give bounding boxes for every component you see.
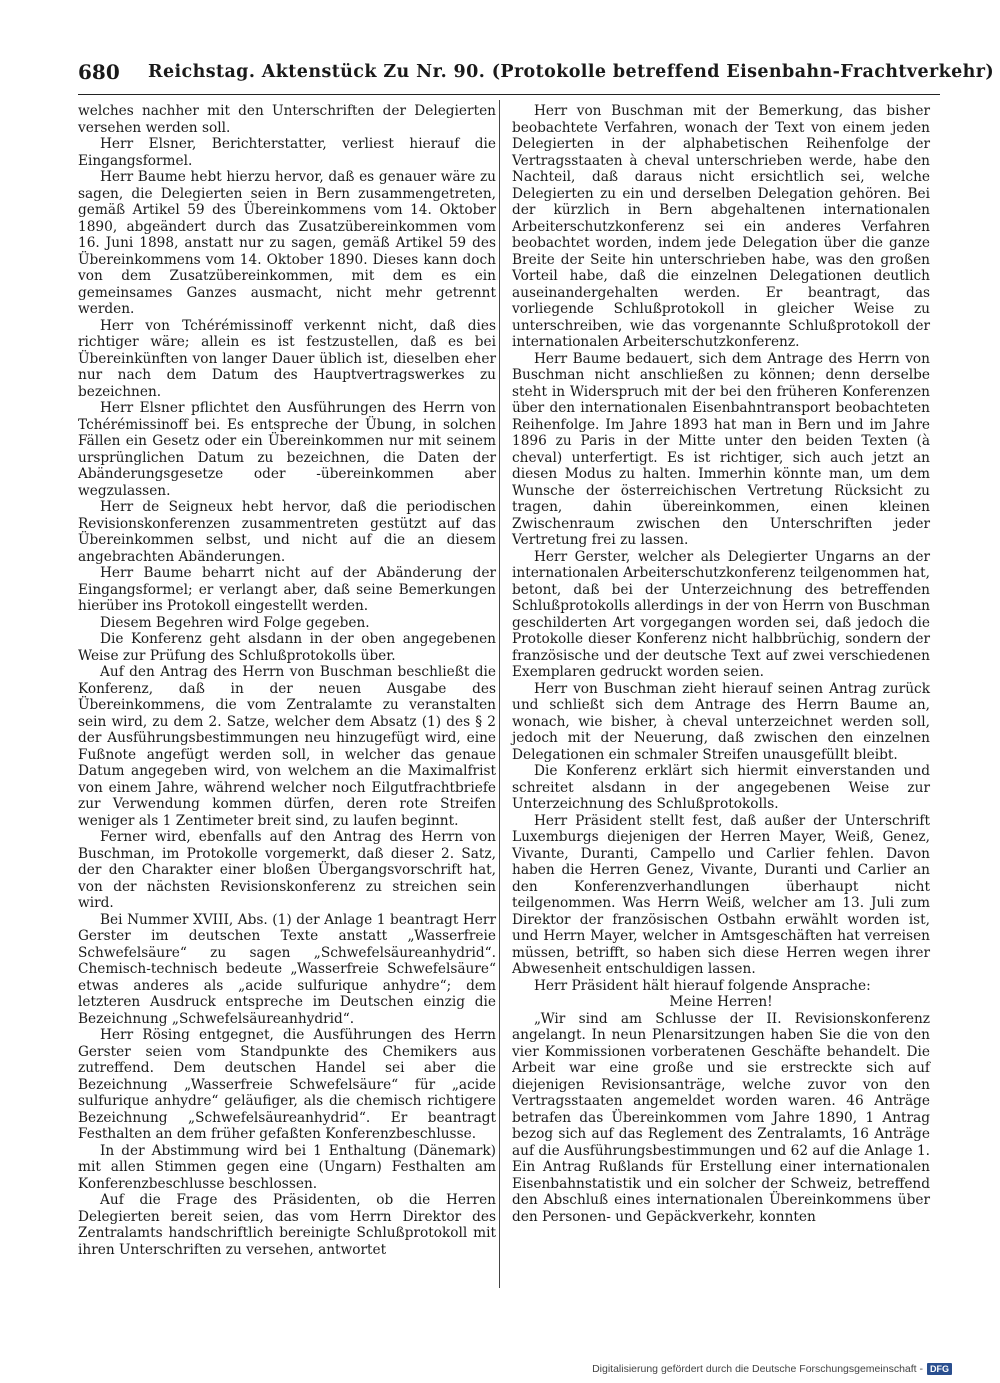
paragraph: welches nachher mit den Unterschriften der Delegierten versehen werden soll.: [78, 103, 496, 136]
paragraph: „Wir sind am Schlusse der II. Revisionskonferenz angelangt. In neun Plenarsitzungen haben Sie die von den vier Kommissionen vorberatenen Geschäfte behandelt. Die Arbeit war eine große und sie erstreckte sich auf diejenigen Revisionsanträge, welche zuvor von den Vertragsstaaten angemeldet worden waren. 46 Anträge betrafen das Übereinkommen vom Jahre 1890, 1 Antrag bezog sich auf das Reglement des Zentralamts, 16 Anträge auf die Ausführungsbestimmungen und 62 auf die Anlage 1. Ein Antrag Rußlands für Erstellung einer internationalen Eisenbahnstatistik und ein solcher der Schweiz, betreffend den Abschluß eines internationalen Übereinkommens über den Personen- und Gepäckverkehr, konnten: [512, 1010, 930, 1225]
paragraph: Auf die Frage des Präsidenten, ob die Herren Delegierten bereit seien, das vom Herrn Direktor des Zentralamts handschriftlich bereinigte Schlußprotokoll mit ihren Unterschriften zu versehen, antwortet: [78, 1192, 496, 1258]
paragraph: Herr Rösing entgegnet, die Ausführungen des Herrn Gerster seien vom Standpunkte des Chemikers aus zutreffend. Dem deutschen Handel sei aber die Bezeichnung „Wasserfreie Schwefelsäure“ für „acide sulfurique anhydre“ geläufiger, als die chemisch richtigere Bezeichnung „Schwefelsäureanhydrid“. Er beantragt Festhalten an dem früher gefaßten Konferenzbeschlusse.: [78, 1027, 496, 1142]
paragraph: Herr von Tchérémissinoff verkennt nicht, daß dies richtiger wäre; allein es ist festzustellen, daß es bei Übereinkünften von langer Dauer üblich ist, dieselben eher nur nach dem Datum des Hauptvertragswerkes zu bezeichnen.: [78, 317, 496, 400]
paragraph: Auf den Antrag des Herrn von Buschman beschließt die Konferenz, daß in der neuen Ausgabe des Übereinkommens, die vom Zentralamte zu veranstalten sein wird, zu dem 2. Satze, welcher dem Absatz (1) des § 2 der Ausführungsbestimmungen neu hinzugefügt wird, eine Fußnote angefügt werden soll, in welcher das genaue Datum angegeben wird, von welchem an die Maximalfrist von einem Jahre, während welcher noch Eilgutfrachtbriefe zur Verwendung kommen dürfen, deren rote Streifen weniger als 1 Zentimeter breit sind, zu laufen beginnt.: [78, 664, 496, 829]
paragraph: Herr Präsident stellt fest, daß außer der Unterschrift Luxemburgs diejenigen der Herren Mayer, Weiß, Genez, Vivante, Duranti, Campello und Carlier fehlen. Davon haben die Herren Genez, Vivante, Duranti und Carlier an den Konferenzverhandlungen überhaupt nicht teilgenommen. Was Herrn Weiß, welcher am 13. Juli zum Direktor der französischen Ostbahn erwählt worden ist, und Herrn Mayer, welcher in Amtsgeschäften hat verreisen müssen, betrifft, so haben sich diese Herren wegen ihrer Abwesenheit entschuldigen lassen.: [512, 812, 930, 977]
paragraph: Ferner wird, ebenfalls auf den Antrag des Herrn von Buschman, im Protokolle vorgemerkt, daß dieser 2. Satz, der den Charakter einer bloßen Übergangsvorschrift hat, von der nächsten Revisionskonferenz zu streichen sein wird.: [78, 829, 496, 911]
left-column: [78, 103, 496, 1258]
paragraph: Herr Baume hebt hierzu hervor, daß es genauer wäre zu sagen, die Delegierten seien in Bern zusammengetreten, gemäß Artikel 59 des Übereinkommens vom 14. Oktober 1890, abgeändert durch das Zusatzübereinkommen vom 16. Juni 1898, anstatt nur zu sagen, gemäß Artikel 59 des Übereinkommens vom 14. Oktober 1890. Dieses kann doch von dem Zusatzübereinkommen, mit dem es ein gemeinsames Ganzes ausmacht, nicht mehr getrennt werden.: [78, 169, 496, 317]
paragraph: Herr Elsner, Berichterstatter, verliest hierauf die Eingangsformel.: [78, 136, 496, 169]
paragraph: In der Abstimmung wird bei 1 Enthaltung (Dänemark) mit allen Stimmen gegen eine (Ungarn) Festhalten am Konferenzbeschlusse beschlossen.: [78, 1142, 496, 1192]
paragraph: Herr Baume beharrt nicht auf der Abänderung der Eingangsformel; er verlangt aber, daß seine Bemerkungen hierüber ins Protokoll eingestellt werden.: [78, 565, 496, 614]
page-number: 680: [78, 60, 120, 84]
paragraph: Die Konferenz erklärt sich hiermit einverstanden und schreitet alsdann in der angegebenen Weise zur Unterzeichnung des Schlußprotokolls.: [512, 763, 930, 812]
credit-text: Digitalisierung gefördert durch die Deutsche Forschungsgemeinschaft -: [592, 1363, 923, 1375]
paragraph: Herr Baume bedauert, sich dem Antrage des Herrn von Buschman nicht anschließen zu können; denn derselbe steht in Widerspruch mit der bei den früheren Konferenzen über den internationalen Eisenbahntransport beobachteten Reihenfolge. Im Jahre 1893 hat man in Bern und im Jahre 1896 zu Paris in der Mitte unter den beiden Texten (à cheval) unterfertigt. Es ist richtiger, sich auch jetzt an diesen Modus zu halten. Immerhin könnte man, um dem Wunsche der österreichischen Vertretung Rücksicht zu tragen, dahin übereinkommen, einen kleinen Zwischenraum zwischen den Unterschriften jeder Vertretung frei zu lassen.: [512, 350, 930, 548]
paragraph: Herr von Buschman zieht hierauf seinen Antrag zurück und schließt sich dem Antrage des Herrn Baume an, wonach, wie bisher, à cheval unterzeichnet werden soll, jedoch mit der Neuerung, daß zwischen den einzelnen Delegationen ein schmaler Streifen unausgefüllt bleibt.: [512, 680, 930, 763]
digitization-credit: [592, 1363, 952, 1375]
page-header: [78, 54, 995, 95]
right-column: [512, 103, 930, 1225]
running-title: Reichstag. Aktenstück Zu Nr. 90. (Protokolle betreffend Eisenbahn-Frachtverkehr): [148, 62, 995, 82]
paragraph: Die Konferenz geht alsdann in der oben angegebenen Weise zur Prüfung des Schlußprotokolls über.: [78, 631, 496, 664]
column-divider: [499, 100, 500, 1288]
paragraph: Herr Präsident hält hierauf folgende Ansprache:: [534, 977, 871, 994]
salutation: Meine Herren!: [669, 994, 773, 1010]
paragraph: Diesem Begehren wird Folge gegeben.: [100, 614, 370, 631]
paragraph: Herr von Buschman mit der Bemerkung, das bisher beobachtete Verfahren, wonach der Text von einem jeden Delegierten in der alphabetischen Reihenfolge der Vertragsstaaten à cheval unterschrieben werde, habe den Nachteil, daß daraus nicht ersichtlich sei, welche Delegierten zu ein und derselben Delegation gehören. Bei der kürzlich in Bern abgehaltenen internationalen Arbeiterschutzkonferenz sei ein anderes Verfahren beobachtet worden, indem jede Delegation über die ganze Breite der Seite hin unterschrieben habe, was den großen Vorteil habe, daß die einzelnen Delegationen deutlich auseinandergehalten werden. Er beantragt, das vorliegende Schlußprotokoll in gleicher Weise zu unterschreiben, wie das vorgenannte Schlußprotokoll der internationalen Arbeiterschutzkonferenz.: [512, 103, 930, 350]
dfg-logo: DFG: [927, 1363, 952, 1375]
paragraph: Herr Elsner pflichtet den Ausführungen des Herrn von Tchérémissinoff bei. Es entspreche der Übung, in solchen Fällen ein Gesetz oder ein Übereinkommen nur mit seinem ursprünglichen Datum zu bezeichnen, die Daten der Abänderungsgesetze oder -übereinkommen aber wegzulassen.: [78, 400, 496, 499]
paragraph: Herr Gerster, welcher als Delegierter Ungarns an der internationalen Arbeiterschutzkonferenz teilgenommen hat, betont, daß bei der Unterzeichnung des betreffenden Schlußprotokolls allerdings in der von Herrn von Buschman geschilderten Art vorgegangen worden sei, daß jedoch die Protokolle dieser Konferenz nicht halbbrüchig, sondern der französische und der deutsche Text auf zwei verschiedenen Exemplaren gedruckt worden seien.: [512, 548, 930, 680]
paragraph: Herr de Seigneux hebt hervor, daß die periodischen Revisionskonferenzen zusammentreten gestützt auf das Übereinkommen selbst, und nicht auf die an diesem angebrachten Abänderungen.: [78, 499, 496, 565]
paragraph: Bei Nummer XVIII, Abs. (1) der Anlage 1 beantragt Herr Gerster im deutschen Texte anstatt „Wasserfreie Schwefelsäure“ zu sagen „Schwefelsäureanhydrid“. Chemisch-technisch bedeute „Wasserfreie Schwefelsäure“ etwas anderes als „acide sulfurique anhydre“; dem letzteren Ausdruck entspreche im Deutschen einzig die Bezeichnung „Schwefelsäureanhydrid“.: [78, 911, 496, 1027]
